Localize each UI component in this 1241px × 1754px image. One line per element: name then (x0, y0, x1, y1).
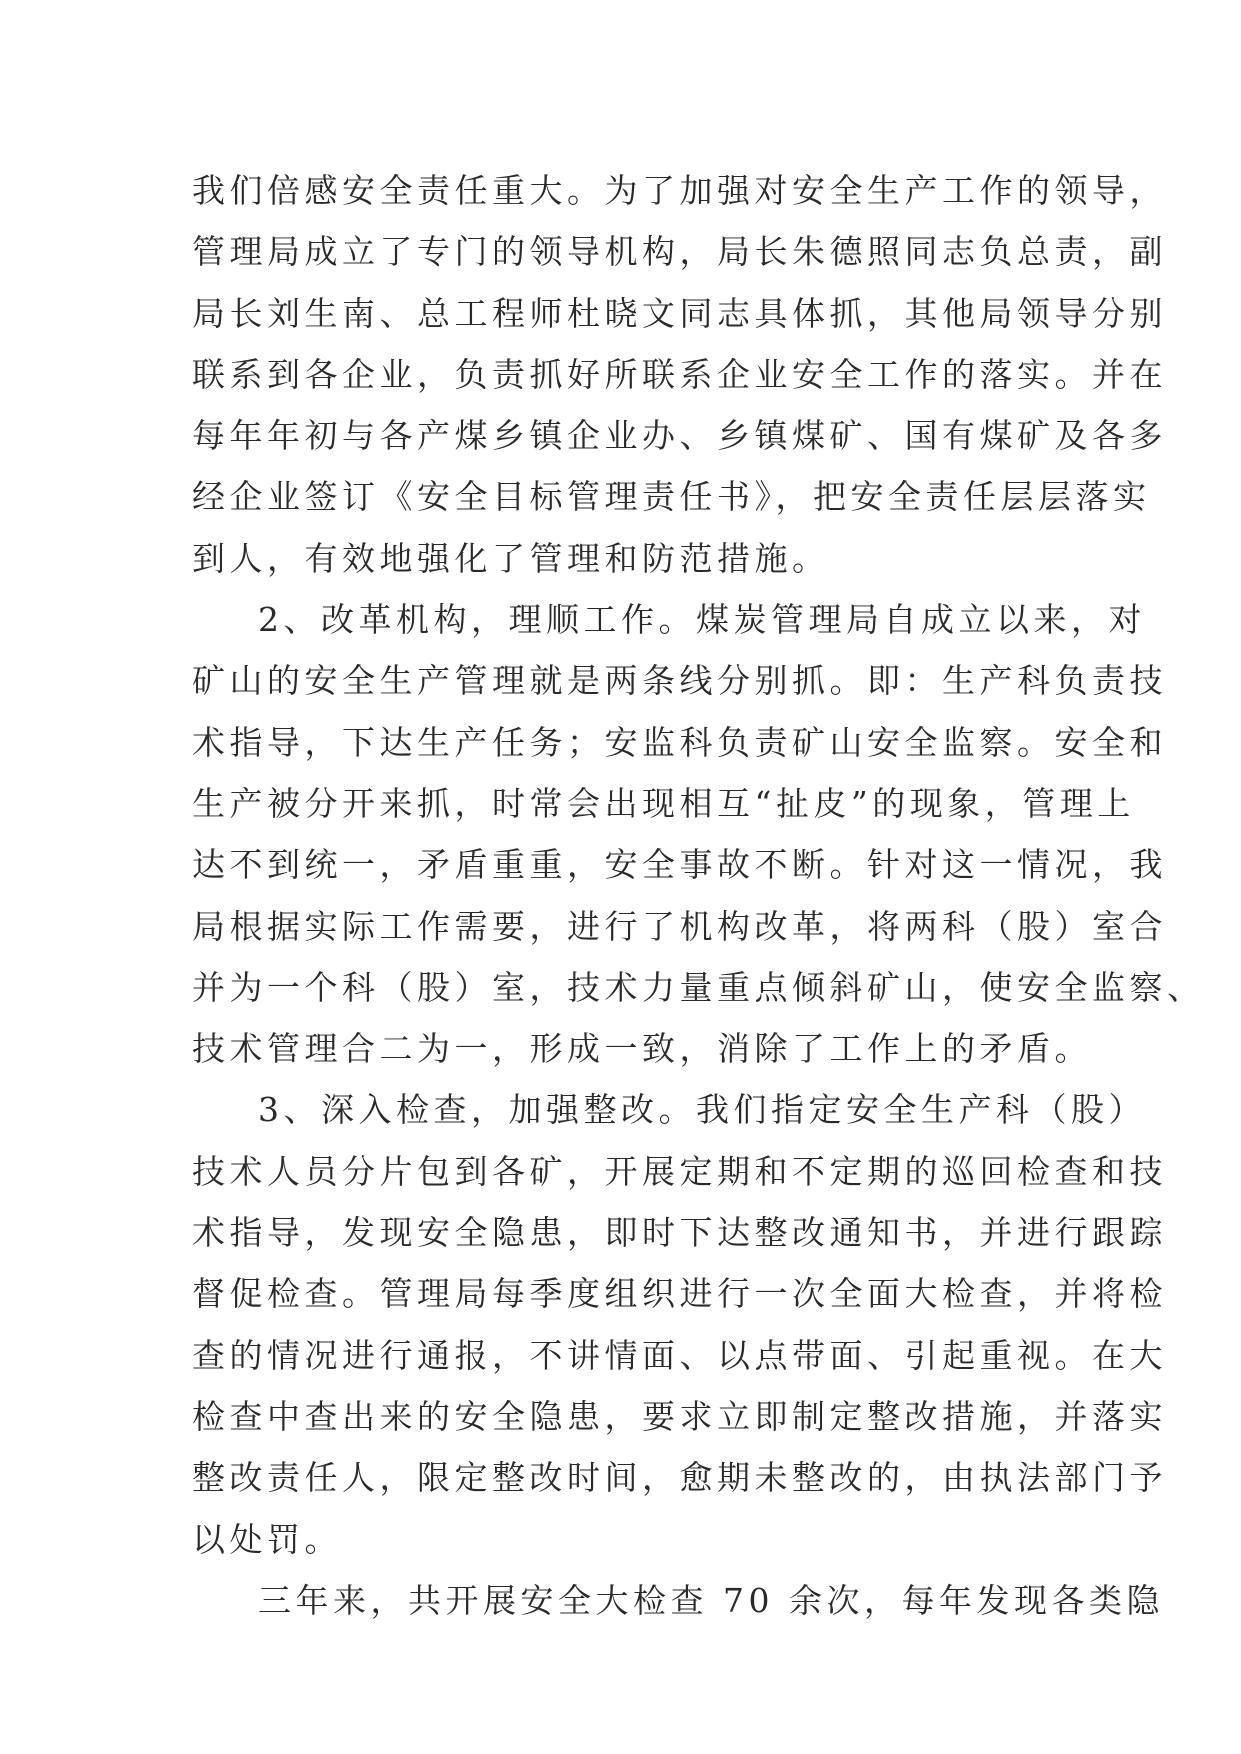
text-line: 到人，有效地强化了管理和防范措施。 (192, 538, 830, 578)
text-line: 每年年初与各产煤乡镇企业办、乡镇煤矿、国有煤矿及各多 (192, 416, 1167, 456)
text-line: 3、深入检查，加强整改。我们指定安全生产科（股） (258, 1090, 1146, 1130)
text-line: 查的情况进行通报，不讲情面、以点带面、引起重视。在大 (192, 1335, 1167, 1375)
text-line: 经企业签订《安全目标管理责任书》，把安全责任层层落实 (192, 477, 1151, 517)
text-line: 联系到各企业，负责抓好所联系企业安全工作的落实。并在 (192, 354, 1167, 394)
text-line: 局长刘生南、总工程师杜晓文同志具体抓，其他局领导分别 (192, 293, 1167, 333)
body-text (192, 160, 1205, 1631)
text-line: 以处罚。 (192, 1519, 342, 1559)
text-line: 生产被分开来抓，时常会出现相互“扯皮”的现象，管理上 (192, 783, 1135, 823)
text-line: 我们倍感安全责任重大。为了加强对安全生产工作的领导， (192, 171, 1167, 210)
text-line: 矿山的安全生产管理就是两条线分别抓。即：生产科负责技 (192, 661, 1167, 701)
text-line: 督促检查。管理局每季度组织进行一次全面大检查，并将检 (192, 1274, 1167, 1314)
text-line: 术指导，发现安全隐患，即时下达整改通知书，并进行跟踪 (192, 1213, 1167, 1253)
text-line: 2、改革机构，理顺工作。煤炭管理局自成立以来，对 (258, 600, 1146, 640)
text-line: 管理局成立了专门的领导机构，局长朱德照同志负总责，副 (192, 232, 1167, 272)
text-line: 术指导，下达生产任务；安监科负责矿山安全监察。安全和 (192, 722, 1167, 762)
text-line: 整改责任人，限定整改时间，愈期未整改的，由执法部门予 (192, 1458, 1167, 1498)
text-line: 技术人员分片包到各矿，开展定期和不定期的巡回检查和技 (192, 1151, 1167, 1191)
text-line: 三年来，共开展安全大检查 70 余次，每年发现各类隐 (258, 1580, 1164, 1620)
text-line: 达不到统一，矛盾重重，安全事故不断。针对这一情况，我 (192, 845, 1167, 885)
text-line: 技术管理合二为一，形成一致，消除了工作上的矛盾。 (192, 1029, 1092, 1069)
text-line: 并为一个科（股）室，技术力量重点倾斜矿山，使安全监察、 (192, 967, 1205, 1007)
text-line: 检查中查出来的安全隐患，要求立即制定整改措施，并落实 (192, 1396, 1167, 1436)
text-line: 局根据实际工作需要，进行了机构改革，将两科（股）室合 (192, 906, 1167, 946)
